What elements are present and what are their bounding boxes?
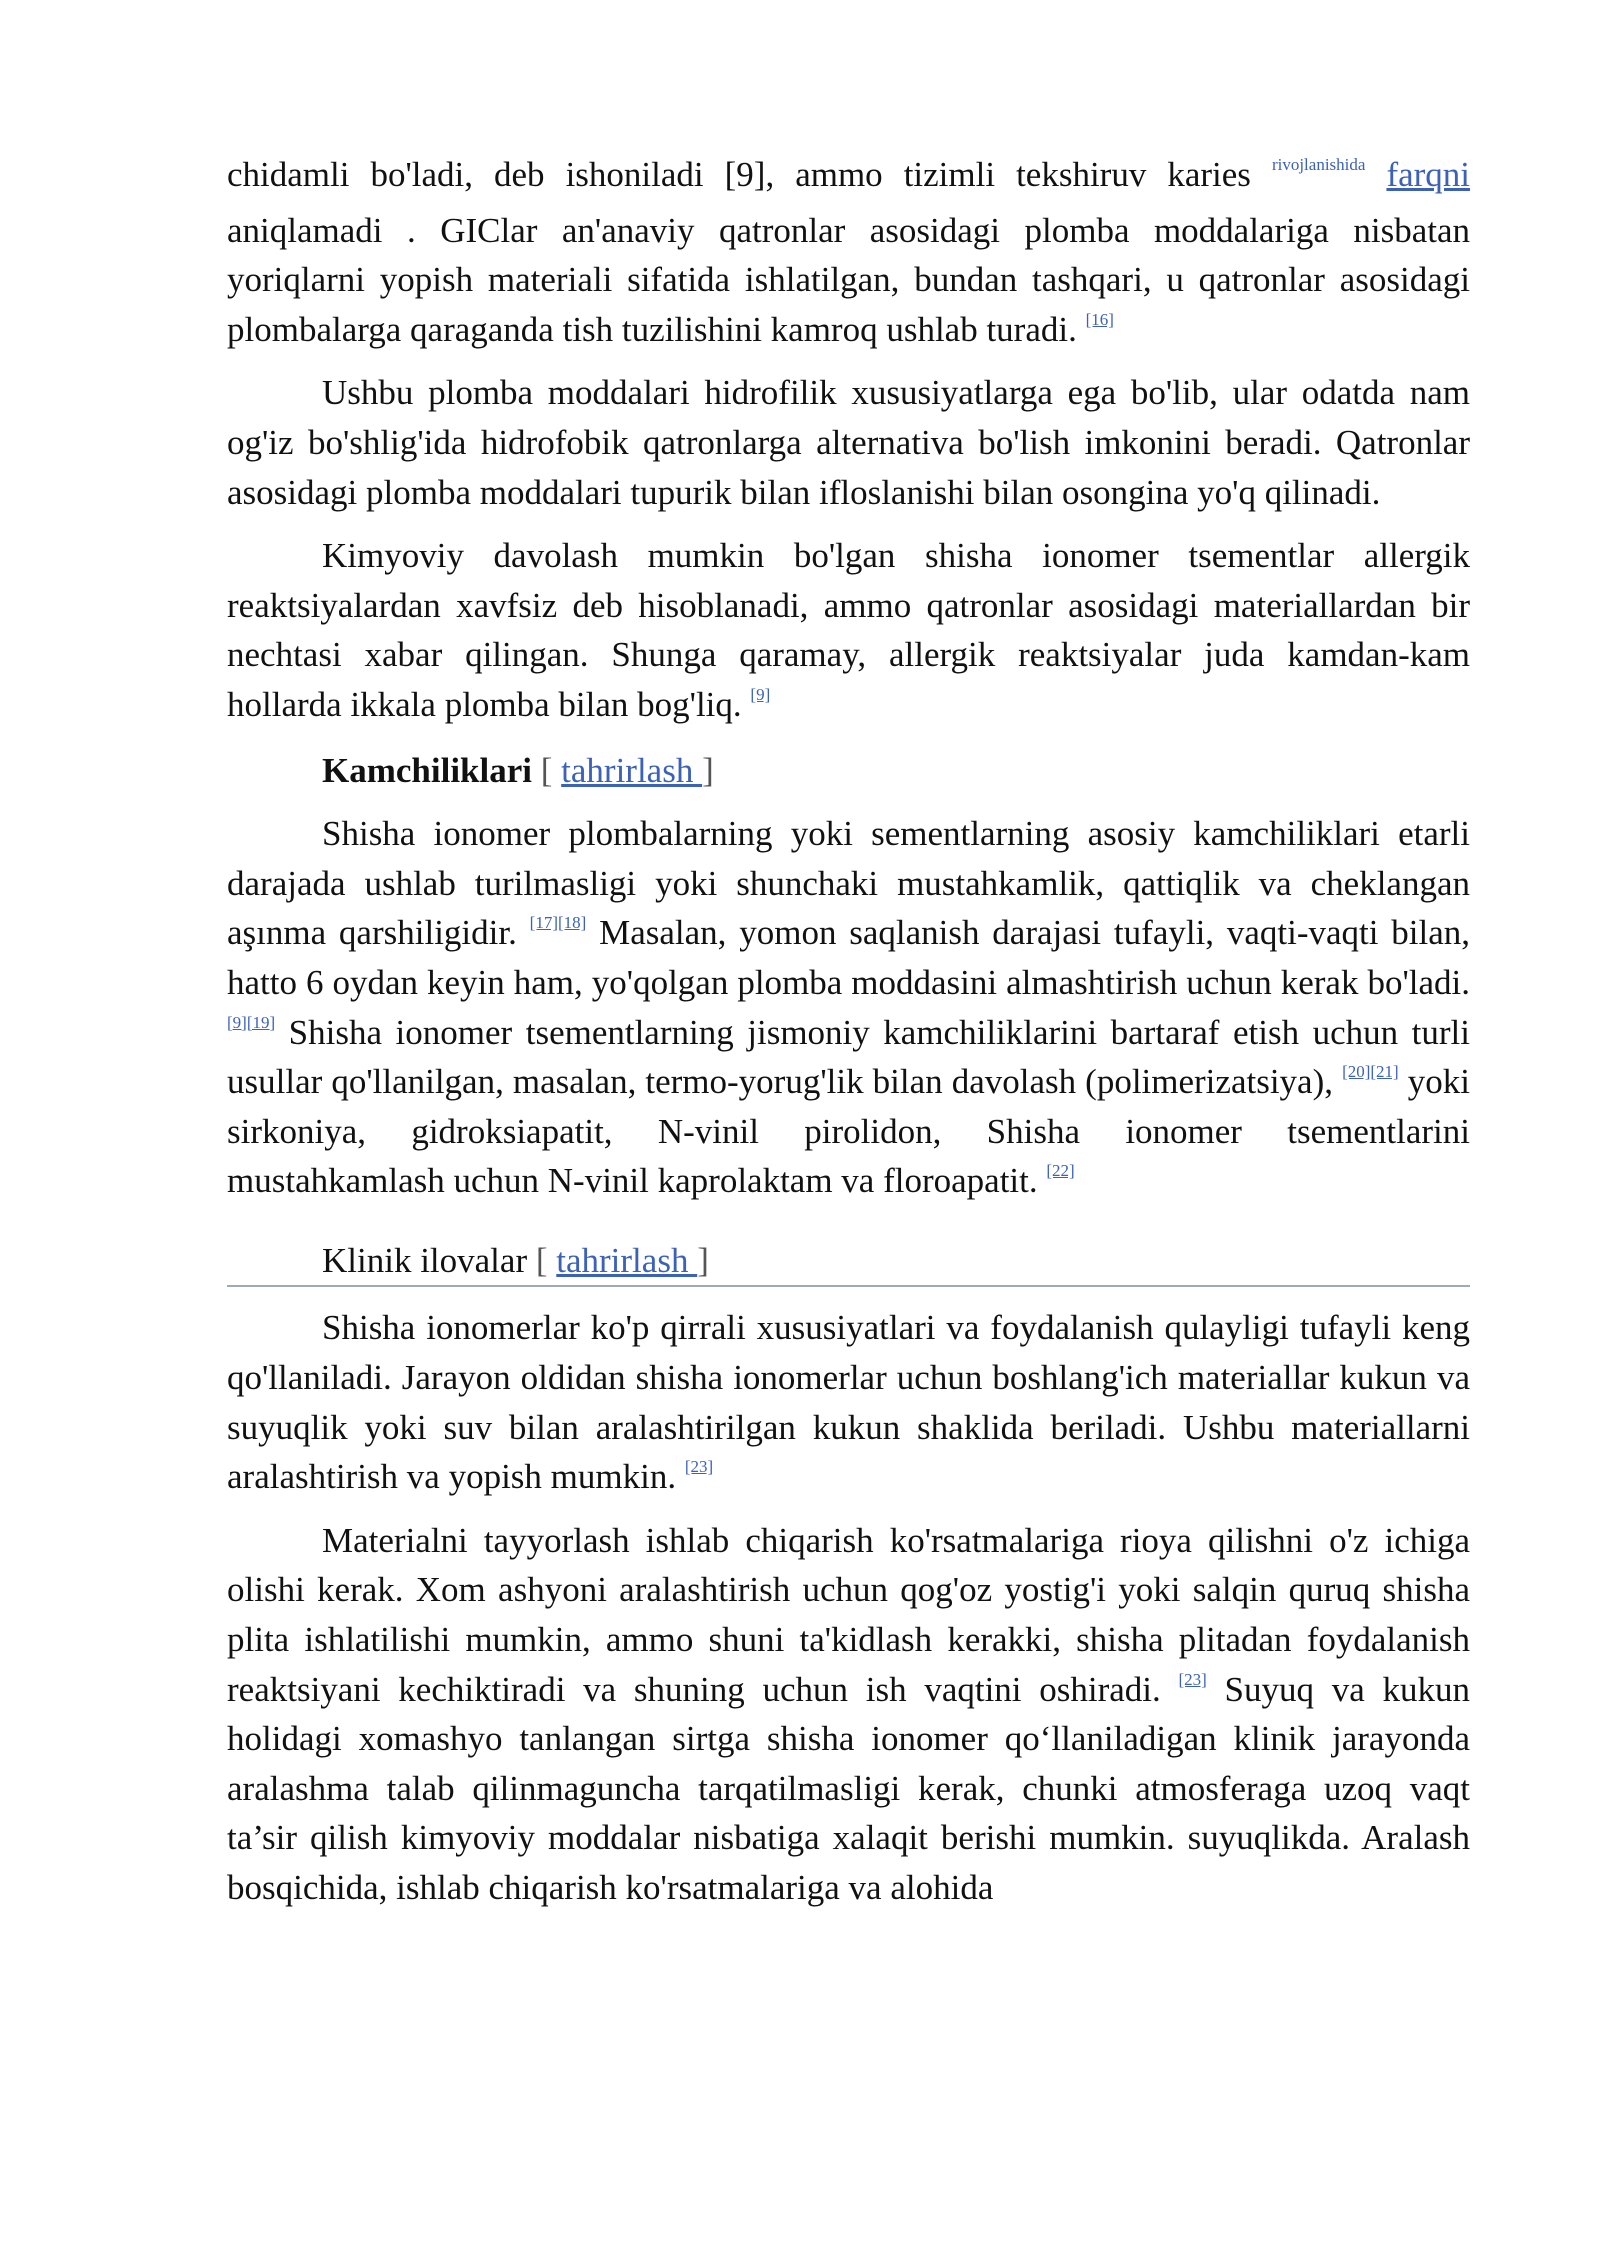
edit-section-link[interactable]: tahrirlash: [556, 1240, 698, 1280]
citation-link[interactable]: [22]: [1046, 1161, 1075, 1181]
section-heading-kamchiliklari: [227, 746, 1470, 796]
paragraph-text: Ushbu plomba moddalari hidrofilik xususiyatlarga ega bo'lib, ular odatda nam og'iz bo'shlig'ida hidrofobik qatronlarga alternativa bo'lish imkonini beradi. Qatronlar asosidagi plomba moddalari tupurik bilan ifloslanishi bilan osongina yo'q qilinadi.: [227, 373, 1470, 512]
citation-link[interactable]: [18]: [557, 913, 587, 933]
paragraph-2: [227, 368, 1470, 517]
paragraph-3: [227, 531, 1470, 729]
paragraph-6: [227, 1516, 1470, 1913]
citation-link[interactable]: [19]: [246, 1012, 276, 1032]
paragraph-text: Shisha ionomer tsementlarning jismoniy kamchiliklarini bartaraf etish uchun turli usullar qo'llanilgan, masalan, termo-yorug'lik bilan davolash (polimerizatsiya),: [227, 1012, 1470, 1102]
citation-ref: [750, 685, 770, 704]
edit-bracket-close: ]: [702, 750, 714, 790]
paragraph-text: Suyuq va kukun holidagi xomashyo tanlangan sirtga shisha ionomer qo‘llaniladigan klinik jarayonda aralashma talab qilinmaguncha tarqatilmasligi kerak, chunki atmosferaga uzoq vaqt ta’sir qilish kimyoviy moddalar nisbatiga xalaqit berishi mumkin. suyuqlikda. Aralash bosqichida, ishlab chiqarish ko'rsatmalariga va alohida: [227, 1669, 1471, 1907]
paragraph-text: yoki sirkoniya, gidroksiapatit, N-vinil pirolidon, Shisha ionomer tsementlarini mustahkamlash uchun N-vinil kaprolaktam va floroapatit.: [227, 1062, 1471, 1201]
inline-note: rivojlanishida: [1271, 155, 1366, 174]
citation-ref: [530, 913, 587, 932]
citation-link[interactable]: [9]: [227, 1012, 247, 1032]
paragraph-text: Shisha ionomer plombalarning yoki sementlarning asosiy kamchiliklari etarli darajada ushlab turilmasligi yoki shunchaki mustahkamlik, qattiqlik va cheklangan aşınma qarshiligidir.: [227, 814, 1470, 953]
edit-section-link[interactable]: tahrirlash: [561, 750, 703, 790]
citation-link[interactable]: [23]: [1178, 1669, 1207, 1689]
edit-bracket-close: ]: [697, 1240, 709, 1280]
citation-link[interactable]: [9]: [750, 684, 771, 704]
paragraph-text: chidamli bo'ladi, deb ishoniladi [9], ammo tizimli tekshiruv karies: [227, 155, 1272, 194]
paragraph-text: Masalan, yomon saqlanish darajasi tufayli, vaqti-vaqti bilan, hatto 6 oydan keyin ham, yo'qolgan plomba moddasini almashtirish uchun kerak bo'ladi.: [227, 913, 1470, 1002]
edit-bracket-open: [: [527, 1240, 557, 1280]
section-heading-klinik-ilovalar: [227, 1236, 1470, 1288]
heading-title: Kamchiliklari: [322, 750, 532, 790]
citation-link[interactable]: [21]: [1370, 1062, 1399, 1082]
citation-ref: [1046, 1161, 1074, 1180]
citation-ref: [1086, 310, 1114, 329]
paragraph-5: [227, 1303, 1470, 1501]
citation-ref: [227, 1013, 275, 1032]
citation-link[interactable]: [20]: [1342, 1062, 1371, 1082]
paragraph-text: Kimyoviy davolash mumkin bo'lgan shisha ionomer tsementlar allergik reaktsiyalardan xavfsiz deb hisoblanadi, ammo qatronlar asosidagi materiallardan bir nechtasi xabar qilingan. Shunga qaramay, allergik reaktsiyalar juda kamdan-kam hollarda ikkala plomba bilan bog'liq.: [227, 536, 1470, 724]
edit-bracket-open: [: [532, 750, 562, 790]
citation-ref: [685, 1457, 713, 1476]
paragraph-text: aniqlamadi . GIClar an'anaviy qatronlar asosidagi plomba moddalariga nisbatan yoriqlarni yopish materiali sifatida ishlatilgan, bundan tashqari, u qatronlar asosidagi plombalarga qaraganda tish tuzilishini kamroq ushlab turadi.: [227, 210, 1470, 349]
heading-title: Klinik ilovalar: [322, 1240, 528, 1280]
paragraph-text: Materialni tayyorlash ishlab chiqarish ko'rsatmalariga rioya qilishni o'z ichiga olishi kerak. Xom ashyoni aralashtirish uchun qog'oz yostig'i yoki salqin quruq shisha plita ishlatilishi mumkin, ammo shuni ta'kidlash kerakki, shisha plitadan foydalanish reaktsiyani kechiktiradi va shuning uchun ish vaqtini oshiradi.: [227, 1520, 1470, 1709]
citation-link[interactable]: [17]: [529, 913, 558, 933]
paragraph-4: [227, 809, 1470, 1206]
citation-ref: [1342, 1062, 1399, 1081]
paragraph-text: Shisha ionomerlar ko'p qirrali xususiyatlari va foydalanish qulayligi tufayli keng qo'llaniladi. Jarayon oldidan shisha ionomerlar uchun boshlang'ich materiallar kukun va suyuqlik yoki suv bilan aralashtirilgan kukun shaklida beriladi. Ushbu materiallarni aralashtirish va yopish mumkin.: [227, 1308, 1470, 1497]
paragraph-1: [227, 150, 1470, 354]
citation-ref: [1179, 1670, 1207, 1689]
link-farqni[interactable]: farqni: [1386, 155, 1471, 194]
citation-link[interactable]: [16]: [1085, 309, 1114, 329]
citation-link[interactable]: [23]: [684, 1457, 714, 1477]
